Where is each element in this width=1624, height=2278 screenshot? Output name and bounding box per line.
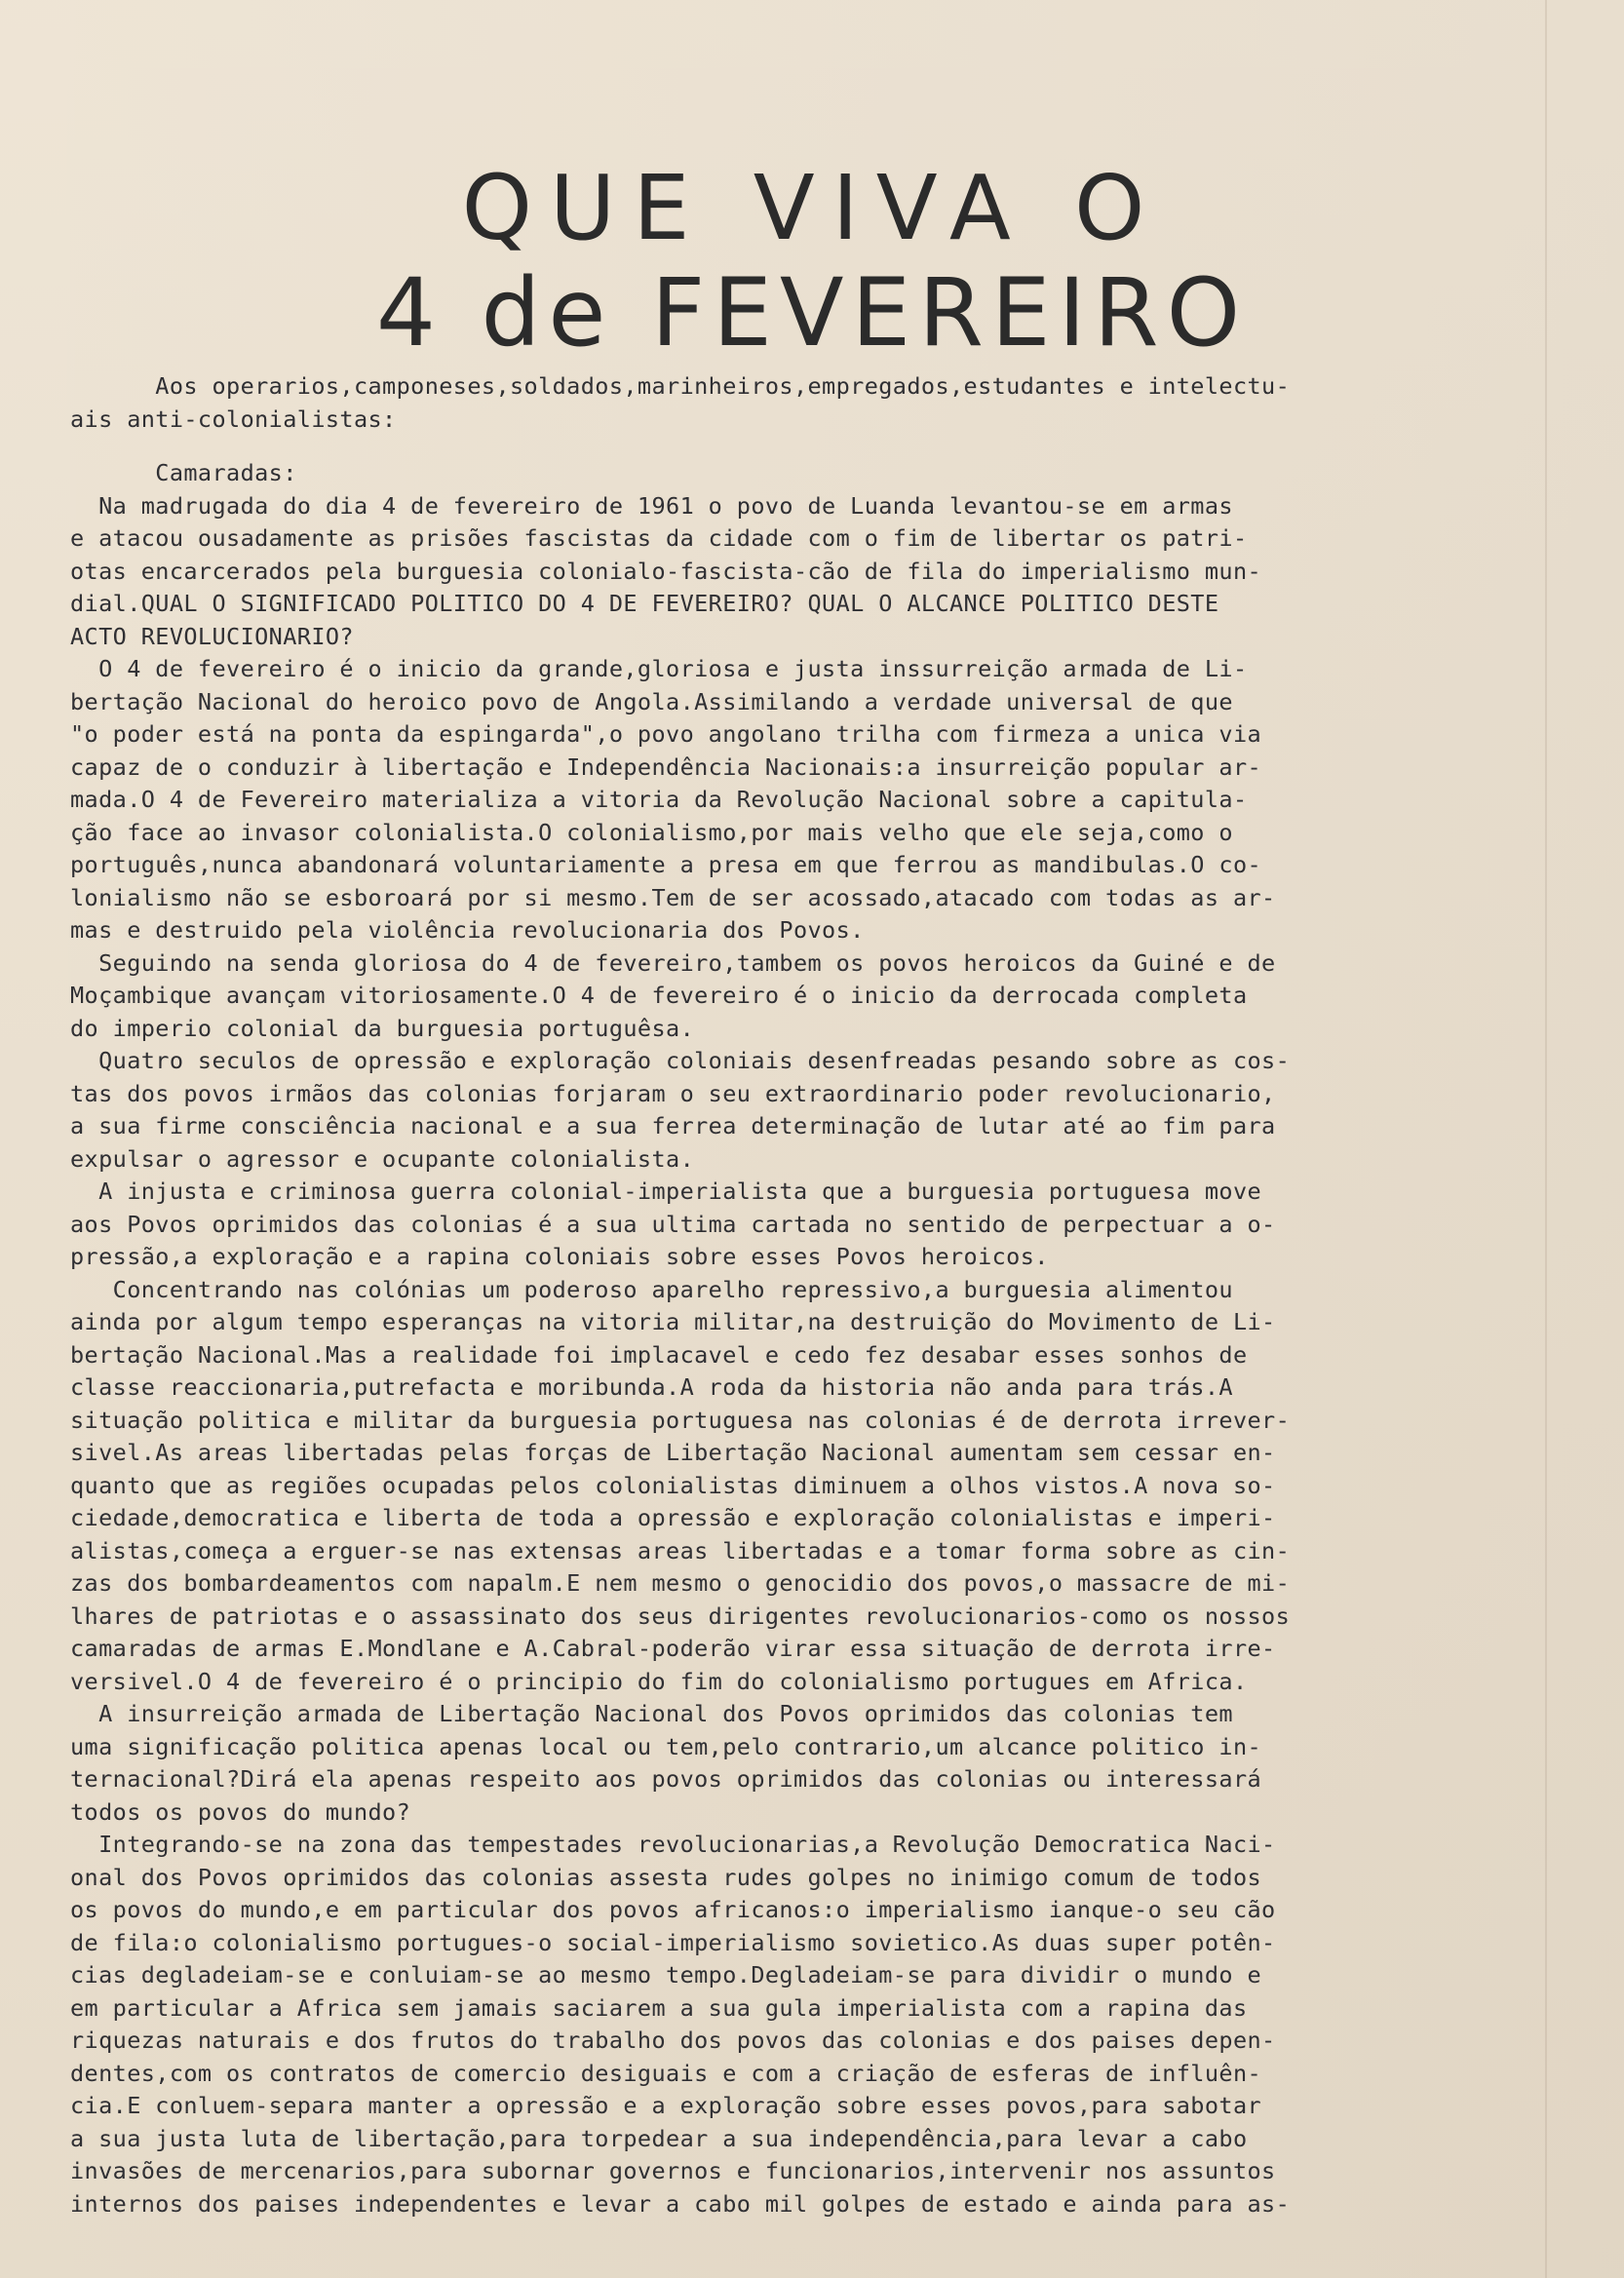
text-line: ção face ao invasor colonialista.O colonialismo,por mais velho que ele seja,como o xyxy=(70,818,1233,846)
text-line: mas e destruido pela violência revolucionaria dos Povos. xyxy=(70,916,865,944)
spacer xyxy=(70,436,1552,457)
text-line: todos os povos do mundo? xyxy=(70,1797,411,1826)
text-line: ternacional?Dirá ela apenas respeito aos povos oprimidos das colonias ou interessará xyxy=(70,1765,1262,1793)
text-line: Seguindo na senda gloriosa do 4 de fevereiro,tambem os povos heroicos da Guiné e de xyxy=(70,948,1276,977)
text-line: lonialismo não se esboroará por si mesmo.Tem de ser acossado,atacado com todas as ar- xyxy=(70,883,1276,911)
text-line: dentes,com os contratos de comercio desiguais e com a criação de esferas de influên- xyxy=(70,2059,1262,2087)
text-line: capaz de o conduzir à libertação e Independência Nacionais:a insurreição popular ar- xyxy=(70,753,1262,781)
text-line: Integrando-se na zona das tempestades revolucionarias,a Revolução Democratica Naci- xyxy=(70,1831,1276,1858)
paragraph-4 xyxy=(70,1045,1552,1176)
text-line: otas encarcerados pela burguesia colonialo-fascista-cão de fila do imperialismo mun- xyxy=(70,557,1262,585)
text-line: tas dos povos irmãos das colonias forjaram o seu extraordinario poder revolucionario, xyxy=(70,1079,1276,1107)
text-line: a sua firme consciência nacional e a sua ferrea determinação de lutar até ao fim para xyxy=(70,1112,1276,1139)
text-line: pressão,a exploração e a rapina coloniais sobre esses Povos heroicos. xyxy=(70,1243,1049,1270)
text-line: Na madrugada do dia 4 de fevereiro de 1961 o povo de Luanda levantou-se em armas xyxy=(70,491,1233,520)
text-line: português,nunca abandonará voluntariamente a presa em que ferrou as mandibulas.O co- xyxy=(70,851,1262,878)
text-line: e atacou ousadamente as prisões fascistas da cidade com o fim de libertar os patri- xyxy=(70,524,1248,552)
text-line: Moçambique avançam vitoriosamente.O 4 de fevereiro é o inicio da derrocada completa xyxy=(70,982,1248,1009)
text-line: "o poder está na ponta da espingarda",o povo angolano trilha com firmeza a unica via xyxy=(70,720,1262,748)
text-line: bertação Nacional.Mas a realidade foi implacavel e cedo fez desabar esses sonhos de xyxy=(70,1340,1248,1369)
text-line: alistas,começa a erguer-se nas extensas areas libertadas e a tomar forma sobre as cin- xyxy=(70,1536,1291,1564)
greeting: Camaradas: xyxy=(70,459,297,486)
text-line: em particular a Africa sem jamais saciarem a sua gula imperialista com a rapina das xyxy=(70,1993,1248,2022)
text-line: internos dos paises independentes e levar a cabo mil golpes de estado e ainda para as- xyxy=(70,2189,1291,2218)
title-line-1: QUE VIVA O xyxy=(461,156,1163,260)
paragraph-1 xyxy=(70,490,1552,654)
text-line: Quatro seculos de opressão e exploração coloniais desenfreadas pesando sobre as cos- xyxy=(70,1047,1291,1074)
text-line: a sua justa luta de libertação,para torpedear a sua independência,para levar a cabo xyxy=(70,2124,1248,2152)
text-line: quanto que as regiões ocupadas pelos colonialistas diminuem a olhos vistos.A nova so- xyxy=(70,1471,1276,1499)
paragraph-8 xyxy=(70,1829,1552,2220)
text-line: classe reaccionaria,putrefacta e moribunda.A roda da historia não anda para trás.A xyxy=(70,1373,1233,1401)
text-line: O 4 de fevereiro é o inicio da grande,gloriosa e justa inssurreição armada de Li- xyxy=(70,655,1248,682)
text-line: riquezas naturais e dos frutos do trabalho dos povos das colonias e dos paises depen- xyxy=(70,2027,1276,2054)
text-line: Aos operarios,camponeses,soldados,marinheiros,empregados,estudantes e intelectu- xyxy=(70,372,1291,400)
text-line: cias degladeiam-se e conluiam-se ao mesmo tempo.Degladeiam-se para dividir o mundo e xyxy=(70,1961,1262,1988)
text-line: aos Povos oprimidos das colonias é a sua ultima cartada no sentido de perpectuar a o- xyxy=(70,1210,1276,1238)
text-line: de fila:o colonialismo portugues-o social-imperialismo sovietico.As duas super potên- xyxy=(70,1928,1276,1956)
text-line: camaradas de armas E.Mondlane e A.Cabral-poderão virar essa situação de derrota irre- xyxy=(70,1635,1276,1662)
text-line: do imperio colonial da burguesia portuguêsa. xyxy=(70,1014,695,1042)
document-body xyxy=(70,370,1552,2220)
intro-block xyxy=(70,370,1552,436)
text-line: A insurreição armada de Libertação Nacional dos Povos oprimidos das colonias tem xyxy=(70,1700,1233,1727)
paragraph-6 xyxy=(70,1274,1552,1699)
text-line: bertação Nacional do heroico povo de Angola.Assimilando a verdade universal de que xyxy=(70,687,1233,715)
text-line: ais anti-colonialistas: xyxy=(70,405,397,433)
paragraph-3 xyxy=(70,947,1552,1046)
text-line: ciedade,democratica e liberta de toda a opressão e exploração colonialistas e imperi- xyxy=(70,1504,1276,1531)
text-line: expulsar o agressor e ocupante colonialista. xyxy=(70,1144,695,1173)
text-line: ainda por algum tempo esperanças na vitoria militar,na destruição do Movimento de Li- xyxy=(70,1308,1276,1335)
text-line: A injusta e criminosa guerra colonial-imperialista que a burguesia portuguesa move xyxy=(70,1178,1262,1205)
text-line: mada.O 4 de Fevereiro materializa a vitoria da Revolução Nacional sobre a capitula- xyxy=(70,786,1248,813)
paragraph-5 xyxy=(70,1176,1552,1274)
text-line: sivel.As areas libertadas pelas forças de Libertação Nacional aumentam sem cessar en- xyxy=(70,1439,1276,1466)
text-line: situação politica e militar da burguesia portuguesa nas colonias é de derrota irrever- xyxy=(70,1406,1291,1434)
text-line: uma significação politica apenas local ou tem,pelo contrario,um alcance politico in- xyxy=(70,1732,1262,1760)
paragraph-2 xyxy=(70,653,1552,947)
text-line: Concentrando nas colónias um poderoso aparelho repressivo,a burguesia alimentou xyxy=(70,1275,1233,1303)
text-line: dial.QUAL O SIGNIFICADO POLITICO DO 4 DE FEVEREIRO? QUAL O ALCANCE POLITICO DESTE xyxy=(70,590,1219,617)
text-line: zas dos bombardeamentos com napalm.E nem mesmo o genocidio dos povos,o massacre de mi- xyxy=(70,1569,1291,1597)
text-line: cia.E conluem-separa manter a opressão e a exploração sobre esses povos,para sabotar xyxy=(70,2092,1262,2119)
text-line: ACTO REVOLUCIONARIO? xyxy=(70,622,354,650)
title-line-2: 4 de FEVEREIRO xyxy=(375,258,1249,367)
text-line: os povos do mundo,e em particular dos povos africanos:o imperialismo ianque-o seu cão xyxy=(70,1896,1276,1923)
text-line: versivel.O 4 de fevereiro é o principio do fim do colonialismo portugues em Africa. xyxy=(70,1667,1248,1695)
text-line: invasões de mercenarios,para subornar governos e funcionarios,intervenir nos assuntos xyxy=(70,2157,1276,2184)
text-line: onal dos Povos oprimidos das colonias assesta rudes golpes no inimigo comum de todos xyxy=(70,1863,1262,1891)
paragraph-7 xyxy=(70,1698,1552,1829)
text-line: lhares de patriotas e o assassinato dos seus dirigentes revolucionarios-como os nossos xyxy=(70,1602,1291,1630)
